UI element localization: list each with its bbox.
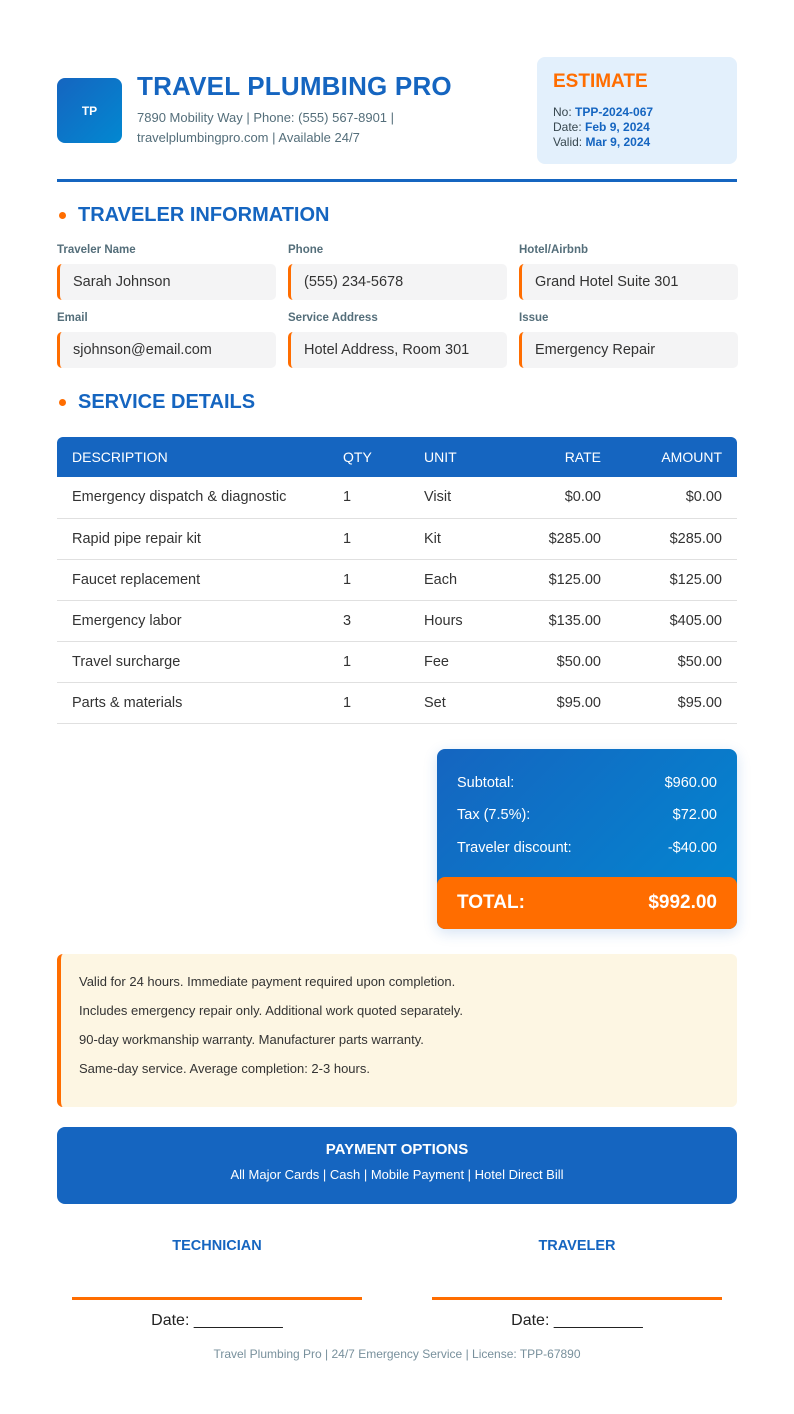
tax-value: $72.00 [672,807,717,823]
document-footer: Travel Plumbing Pro | 24/7 Emergency Service | License: TPP-67890 [213,1346,581,1361]
cell-amount: $0.00 [616,477,737,518]
note-item: Same-day service. Average completion: 2-3 hours. [79,1060,370,1076]
table-row [57,682,737,723]
cell-unit: Set [409,682,509,723]
signature-section [57,1238,737,1330]
traveler-signature [432,1238,722,1330]
cell-description: Emergency dispatch & diagnostic [57,477,328,518]
cell-unit: Fee [409,641,509,682]
service-section-title [57,389,737,415]
cell-qty: 1 [328,559,409,600]
column-header-description: DESCRIPTION [72,449,168,465]
field-label: Email [57,312,88,324]
cell-amount: $285.00 [616,518,737,559]
cell-unit: Visit [409,477,509,518]
field-hotel [519,244,738,300]
cell-unit: Hours [409,600,509,641]
technician-signature-line[interactable] [72,1297,362,1300]
terms-notes [57,954,737,1107]
traveler-date: Date: __________ [511,1311,643,1329]
totals-box [437,749,737,929]
column-header-amount: AMOUNT [661,449,722,465]
estimate-date [553,120,721,135]
field-label: Hotel/Airbnb [519,244,588,256]
cell-rate: $50.00 [509,641,616,682]
table-header-row [57,437,737,477]
cell-description: Parts & materials [57,682,328,723]
cell-description: Travel surcharge [57,641,328,682]
cell-amount: $405.00 [616,600,737,641]
cell-unit: Kit [409,518,509,559]
field-phone [288,244,507,300]
estimate-date-value: Feb 9, 2024 [585,120,650,134]
note-item: Valid for 24 hours. Immediate payment required upon completion. [79,973,456,989]
subtotal-value: $960.00 [664,774,717,791]
field-service-address [288,312,507,368]
cell-rate: $0.00 [509,477,616,518]
table-row [57,600,737,641]
cell-qty: 1 [328,641,409,682]
estimate-number-label: No: [553,105,572,119]
estimate-title: ESTIMATE [553,71,648,92]
total-value: $992.00 [648,891,717,913]
estimate-number-value: TPP-2024-067 [575,105,654,119]
grand-total-row [437,877,737,929]
field-traveler-name [57,244,276,300]
total-label: TOTAL: [457,891,525,913]
traveler-name-field[interactable]: Sarah Johnson [57,264,276,300]
service-table [57,437,737,724]
company-brand [57,57,452,148]
cell-description: Rapid pipe repair kit [57,518,328,559]
column-header-unit: UNIT [424,449,457,465]
note-item: 90-day workmanship warranty. Manufacturer parts warranty. [79,1031,424,1047]
tax-label: Tax (7.5%): [457,807,531,823]
traveler-info-grid [57,244,737,368]
column-header-rate: RATE [564,449,601,465]
subtotal-label: Subtotal: [457,774,515,791]
discount-value: -$40.00 [667,839,717,856]
service-address-field[interactable]: Hotel Address, Room 301 [288,332,507,368]
traveler-signature-line[interactable] [432,1297,722,1300]
subtotal-row [457,775,717,808]
cell-qty: 3 [328,600,409,641]
discount-label: Traveler discount: [457,839,572,856]
cell-rate: $95.00 [509,682,616,723]
table-row [57,641,737,682]
company-info [137,108,437,148]
email-field[interactable]: sjohnson@email.com [57,332,276,368]
technician-signature [72,1238,362,1330]
field-label: Phone [288,244,324,256]
column-header-qty: QTY [343,449,372,465]
cell-description: Emergency labor [57,600,328,641]
estimate-info-box [537,57,737,164]
estimate-date-label: Date: [553,120,582,134]
table-row [57,518,737,559]
company-logo: TP [57,78,122,143]
payment-title: PAYMENT OPTIONS [325,1140,469,1158]
cell-qty: 1 [328,518,409,559]
estimate-valid [553,135,721,150]
table-row [57,559,737,600]
traveler-label: TRAVELER [538,1237,616,1254]
totals-wrapper [57,749,737,929]
cell-amount: $50.00 [616,641,737,682]
estimate-number [553,105,721,120]
estimate-valid-label: Valid: [553,135,583,149]
field-label: Issue [519,312,549,324]
cell-amount: $95.00 [616,682,737,723]
payment-options-box [57,1127,737,1204]
field-label: Traveler Name [57,244,136,256]
company-name: TRAVEL PLUMBING PRO [137,71,452,101]
hotel-field[interactable]: Grand Hotel Suite 301 [519,264,738,300]
field-issue [519,312,738,368]
document-header [57,0,737,182]
traveler-section-heading: TRAVELER INFORMATION [78,203,330,226]
issue-field[interactable]: Emergency Repair [519,332,738,368]
table-row [57,477,737,518]
tax-row [457,807,717,840]
traveler-section-title [57,202,737,228]
field-email [57,312,276,368]
company-info-line1: 7890 Mobility Way | Phone: (555) 567-8901 | [137,110,395,125]
note-item: Includes emergency repair only. Additional work quoted separately. [79,1002,463,1018]
cell-qty: 1 [328,477,409,518]
company-info-line2: travelplumbingpro.com | Available 24/7 [137,130,360,145]
cell-amount: $125.00 [616,559,737,600]
field-label: Service Address [288,312,378,324]
service-section-heading: SERVICE DETAILS [78,390,256,413]
cell-rate: $125.00 [509,559,616,600]
cell-description: Faucet replacement [57,559,328,600]
cell-unit: Each [409,559,509,600]
cell-qty: 1 [328,682,409,723]
cell-rate: $135.00 [509,600,616,641]
estimate-valid-value: Mar 9, 2024 [585,135,651,149]
technician-date: Date: __________ [151,1311,283,1329]
phone-field[interactable]: (555) 234-5678 [288,264,507,300]
bullet-icon [59,212,66,219]
payment-options-text: All Major Cards | Cash | Mobile Payment | Hotel Direct Bill [230,1166,564,1182]
bullet-icon [59,399,66,406]
technician-label: TECHNICIAN [172,1237,262,1254]
cell-rate: $285.00 [509,518,616,559]
discount-row [457,840,717,873]
